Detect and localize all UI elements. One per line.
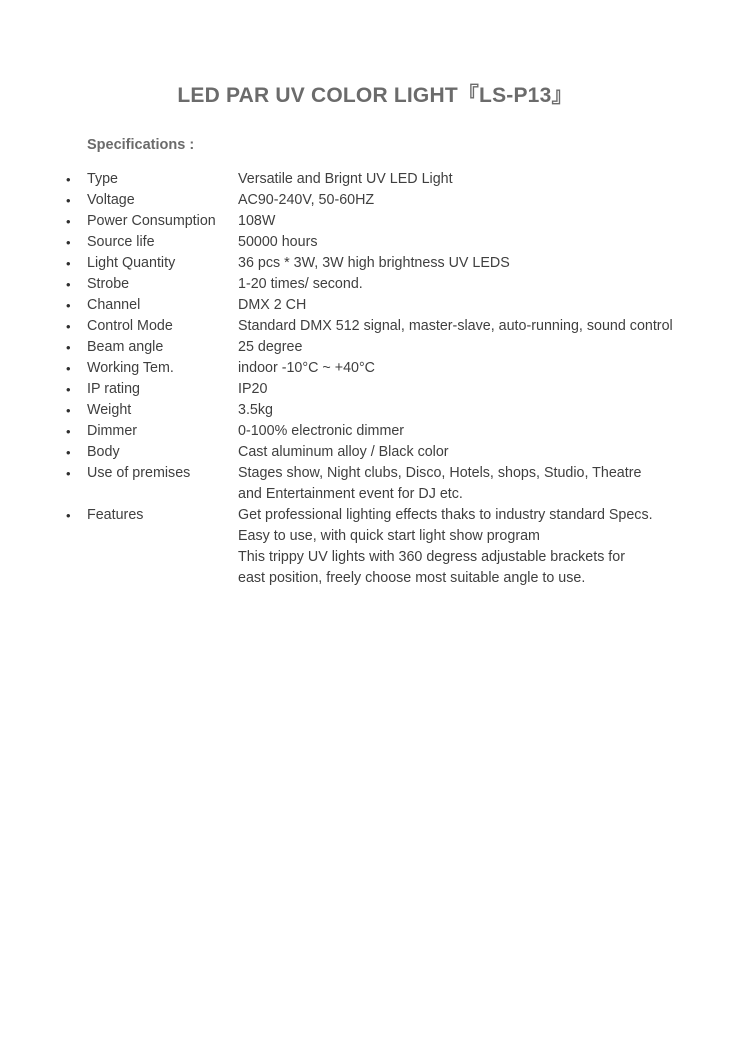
spec-value-line: IP20 [238, 381, 268, 397]
spec-value [238, 274, 363, 295]
spec-label: IP rating [87, 381, 140, 397]
spec-value-line: and Entertainment event for DJ etc. [238, 486, 463, 502]
spec-value [238, 463, 641, 505]
spec-value-line: 108W [238, 213, 276, 229]
spec-label: Features [87, 507, 144, 523]
spec-value-line: DMX 2 CH [238, 297, 307, 313]
spec-row [0, 421, 750, 442]
spec-value [238, 190, 374, 211]
bullet-icon: • [66, 403, 71, 418]
spec-value [238, 421, 404, 442]
bullet-icon: • [66, 172, 71, 187]
spec-value [238, 295, 306, 316]
specifications-heading: Specifications : [87, 137, 195, 153]
specifications-list [0, 169, 750, 589]
bullet-icon: • [66, 466, 71, 481]
spec-label: Control Mode [87, 318, 173, 334]
spec-row [0, 337, 750, 358]
bullet-icon: • [66, 214, 71, 229]
spec-value [238, 505, 653, 589]
bullet-icon: • [66, 340, 71, 355]
spec-label: Dimmer [87, 423, 138, 439]
spec-label: Source life [87, 234, 155, 250]
bullet-icon: • [66, 424, 71, 439]
document-title: LED PAR UV COLOR LIGHT『LS-P13』 [177, 84, 573, 107]
spec-label: Weight [87, 402, 132, 418]
bullet-icon: • [66, 508, 71, 523]
spec-label: Body [87, 444, 120, 460]
spec-value [238, 316, 673, 337]
spec-value-line: Standard DMX 512 signal, master-slave, auto-running, sound control [238, 318, 673, 334]
spec-value [238, 358, 375, 379]
spec-value-line: 50000 hours [238, 234, 318, 250]
bullet-icon: • [66, 298, 71, 313]
spec-row [0, 442, 750, 463]
bullet-icon: • [66, 445, 71, 460]
spec-row [0, 505, 750, 589]
spec-value [238, 400, 273, 421]
bullet-icon: • [66, 256, 71, 271]
spec-value-line: Get professional lighting effects thaks to industry standard Specs. [238, 507, 653, 523]
bullet-icon: • [66, 382, 71, 397]
spec-value-line: Stages show, Night clubs, Disco, Hotels, shops, Studio, Theatre [238, 465, 642, 481]
spec-row [0, 253, 750, 274]
spec-label: Working Tem. [87, 360, 174, 376]
spec-row [0, 316, 750, 337]
spec-row [0, 358, 750, 379]
spec-value [238, 253, 510, 274]
spec-label: Channel [87, 297, 141, 313]
spec-row [0, 190, 750, 211]
bullet-icon: • [66, 361, 71, 376]
spec-value-line: Cast aluminum alloy / Black color [238, 444, 449, 460]
spec-value [238, 442, 449, 463]
spec-row [0, 463, 750, 505]
spec-label: Use of premises [87, 465, 191, 481]
bullet-icon: • [66, 193, 71, 208]
spec-row [0, 400, 750, 421]
spec-value [238, 232, 318, 253]
spec-value [238, 379, 267, 400]
spec-row [0, 232, 750, 253]
spec-label: Power Consumption [87, 213, 216, 229]
spec-value-line: Easy to use, with quick start light show program [238, 528, 540, 544]
spec-row [0, 169, 750, 190]
spec-value-line: 3.5kg [238, 402, 273, 418]
bullet-icon: • [66, 319, 71, 334]
spec-label: Beam angle [87, 339, 164, 355]
spec-label: Strobe [87, 276, 130, 292]
spec-value [238, 337, 302, 358]
spec-value-line: 36 pcs * 3W, 3W high brightness UV LEDS [238, 255, 510, 271]
spec-value-line: 0-100% electronic dimmer [238, 423, 405, 439]
spec-value-line: This trippy UV lights with 360 degress adjustable brackets for [238, 549, 625, 565]
spec-label: Type [87, 171, 118, 187]
spec-row [0, 211, 750, 232]
spec-label: Light Quantity [87, 255, 176, 271]
bullet-icon: • [66, 235, 71, 250]
spec-row [0, 379, 750, 400]
bullet-icon: • [66, 277, 71, 292]
spec-value-line: indoor -10°C ~ +40°C [238, 360, 376, 376]
spec-value-line: east position, freely choose most suitable angle to use. [238, 570, 586, 586]
spec-row [0, 295, 750, 316]
spec-row [0, 274, 750, 295]
spec-value-line: Versatile and Brignt UV LED Light [238, 171, 453, 187]
spec-value-line: AC90-240V, 50-60HZ [238, 192, 375, 208]
spec-value-line: 25 degree [238, 339, 303, 355]
spec-label: Voltage [87, 192, 135, 208]
spec-value [238, 211, 275, 232]
spec-value [238, 169, 453, 190]
spec-value-line: 1-20 times/ second. [238, 276, 363, 292]
